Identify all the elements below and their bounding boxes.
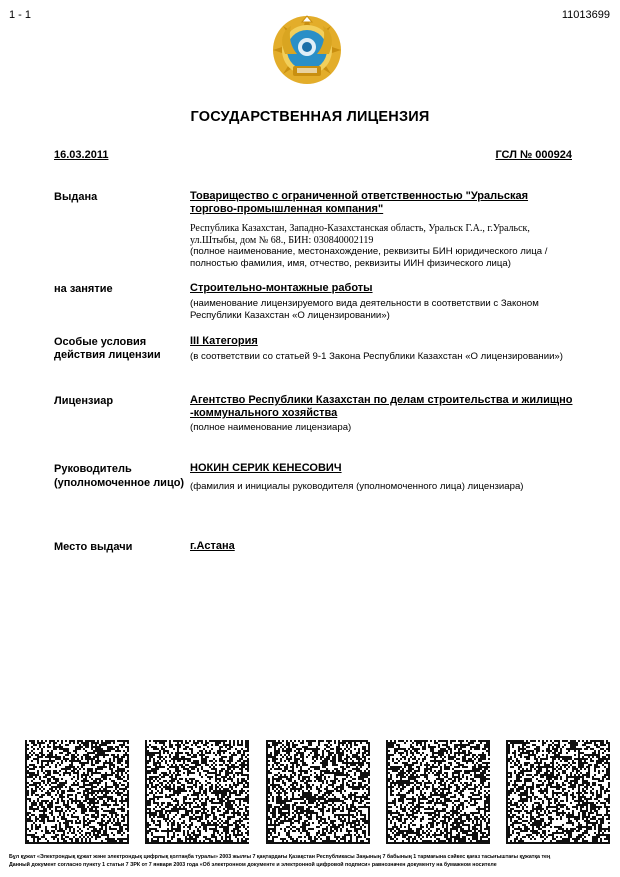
document-title: ГОСУДАРСТВЕННАЯ ЛИЦЕНЗИЯ bbox=[190, 109, 430, 125]
registration-number: 11013699 bbox=[561, 9, 610, 21]
issue-date: 16.03.2011 bbox=[54, 149, 109, 161]
licensor-value-line2: -коммунального хозяйства bbox=[190, 407, 338, 419]
2d-barcode-icon bbox=[266, 740, 370, 844]
issued-to-label: Выдана bbox=[54, 191, 98, 203]
special-conditions-value: III Категория bbox=[190, 335, 258, 347]
licensor-note: (полное наименование лицензиара) bbox=[190, 422, 352, 433]
head-label-line1: Руководитель bbox=[54, 463, 132, 475]
licensee-note-line1: (полное наименование, местонахождение, реквизиты БИН юридического лица / bbox=[190, 246, 548, 257]
legal-footer-kazakh: Бұл құжат «Электрондық құжат және электрондық цифрлық қолтаңба туралы» 2003 жылғы 7 қаңтардағы Қазақстан Республикасы Заңының 7 бабының 1 тармағына сәйкес қағаз тасығыштағы құжатқа тең bbox=[9, 854, 551, 860]
special-conditions-note: (в соответствии со статьей 9-1 Закона Республики Казахстан «О лицензировании») bbox=[190, 351, 563, 362]
activity-note-line2: Республики Казахстан «О лицензировании») bbox=[190, 310, 390, 321]
licensee-name-line1: Товарищество с ограниченной ответственностью "Уральская bbox=[190, 190, 529, 202]
2d-barcode-icon bbox=[145, 740, 249, 844]
licensor-value-line1: Агентство Республики Казахстан по делам строительства и жилищно bbox=[190, 394, 573, 406]
barcode-strip bbox=[25, 740, 610, 844]
head-label-line2: (уполномоченное лицо) bbox=[54, 477, 185, 489]
2d-barcode-icon bbox=[25, 740, 129, 844]
licensor-label: Лицензиар bbox=[54, 395, 114, 407]
2d-barcode-icon bbox=[386, 740, 490, 844]
licensee-address-line2: ул.Штыбы, дом № 68., БИН: 030840002119 bbox=[190, 235, 374, 246]
page-counter: 1 - 1 bbox=[9, 9, 32, 21]
licensee-address-line1: Республика Казахстан, Западно-Казахстанская область, Уральск Г.А., г.Уральск, bbox=[190, 223, 530, 234]
place-value: г.Астана bbox=[190, 540, 235, 552]
activity-label: на занятие bbox=[54, 283, 113, 295]
activity-value: Строительно-монтажные работы bbox=[190, 282, 373, 294]
head-name: НОКИН СЕРИК КЕНЕСОВИЧ bbox=[190, 462, 342, 474]
legal-footer-russian: Данный документ согласно пункту 1 статьи 7 ЗРК от 7 января 2003 года «Об электронном документе и электронной цифровой подписи» равнозначен документу на бумажном носителе bbox=[9, 861, 497, 868]
special-conditions-label-line1: Особые условия bbox=[54, 336, 147, 348]
license-number: ГСЛ № 000924 bbox=[495, 149, 572, 161]
activity-note-line1: (наименование лицензируемого вида деятельности в соответствии с Законом bbox=[190, 298, 539, 309]
kazakhstan-emblem-icon bbox=[271, 14, 343, 86]
place-label: Место выдачи bbox=[54, 541, 133, 553]
special-conditions-label-line2: действия лицензии bbox=[54, 349, 161, 361]
licensee-note-line2: полностью фамилия, имя, отчество, реквизиты ИИН физического лица) bbox=[190, 258, 511, 269]
licensee-name-line2: торгово-промышленная компания" bbox=[190, 203, 384, 215]
head-note: (фамилия и инициалы руководителя (уполномоченного лица) лицензиара) bbox=[190, 481, 524, 492]
legal-footer bbox=[9, 854, 609, 869]
2d-barcode-icon bbox=[506, 740, 610, 844]
